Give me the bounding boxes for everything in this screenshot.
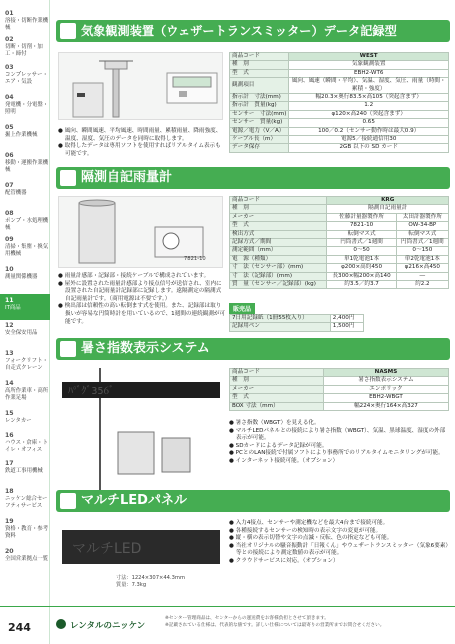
table-cell: 寸 法（記録部）(mm) — [230, 272, 327, 280]
bullet-text: PCとのLAN接続で付属ソフトにより事務所でのリアルタイムモニタリングが可能。 — [235, 450, 444, 457]
table-row — [230, 230, 449, 238]
table-cell: 商品コード — [230, 369, 324, 377]
page-footer — [0, 606, 455, 644]
bullet-text: インターネット接続可能。（オプション） — [235, 457, 339, 464]
sidebar-item-label: 測量関係機器 — [5, 274, 38, 280]
sidebar-item-01[interactable] — [0, 10, 50, 32]
table-cell: 100／0.2（センサー動作時は最大0.9） — [289, 127, 449, 135]
sidebar-item-label: レンタカー — [5, 418, 32, 424]
bullet-icon: ● — [229, 527, 236, 534]
bullet-text: 暑さ指数（WBGT）を見える化。 — [235, 420, 320, 426]
table-cell: 種 別 — [230, 61, 289, 69]
table-cell: 測定範囲（mm） — [230, 247, 327, 255]
bullet-text: 風向、瞬間風速、平均風速、時間雨量、累積雨量、降雨強度、温度、湿度、気圧のデータを同時に取得します。 — [64, 128, 222, 142]
table-cell: 風向、風速（瞬間・平均）、気温、湿度、気圧、雨量（時間・累積・強度） — [289, 78, 449, 94]
bullet-icon: ● — [58, 143, 65, 150]
bullet-item — [58, 128, 223, 143]
table-row — [230, 213, 449, 221]
table-cell: 7821-10 — [327, 222, 396, 230]
sidebar-item-number: 20 — [5, 548, 14, 555]
sidebar-item-number: 15 — [5, 410, 14, 417]
table-row — [230, 255, 449, 263]
table-cell: エンポリック — [323, 385, 448, 393]
bullet-icon: ● — [229, 557, 236, 564]
sidebar-item-label: ポンプ・水処理機械 — [5, 218, 49, 231]
bullet-icon: ● — [229, 520, 236, 526]
bullet-text: マルチLEDパネルとの接続により暑さ指数（WBGT）、気温、黒球温度、湿度の外部表示が可能。 — [235, 427, 446, 442]
table-cell: 2GB 以下の SD カード — [289, 144, 449, 152]
section-title: マルチLEDパネル — [81, 493, 187, 508]
sidebar-item-label: 配管機器 — [5, 190, 27, 196]
table-cell: 転倒マス式 — [396, 230, 448, 238]
table-cell: 記録方式／期間 — [230, 239, 327, 247]
sidebar-item-number: 19 — [5, 518, 14, 525]
table-cell: 型 式 — [230, 222, 327, 230]
table-row — [230, 127, 449, 135]
table-row — [230, 94, 449, 102]
bullet-icon: ● — [229, 450, 236, 457]
led-panel-bullets — [229, 520, 449, 566]
sidebar-item-number: 12 — [5, 322, 14, 329]
sales-label: 販売品 — [229, 303, 255, 314]
bullet-text: 入力4接点、センサーや測定機などを最大4台まで接続可能。 — [235, 520, 389, 526]
sidebar-item-08[interactable] — [0, 210, 50, 232]
sidebar-item-label: 資格・教育・参考資料 — [5, 526, 49, 539]
sidebar-item-number: 16 — [5, 432, 14, 439]
table-cell: 種 別 — [230, 205, 327, 213]
table-cell: BOX 寸法（mm） — [230, 402, 324, 410]
table-row — [230, 323, 364, 331]
table-cell: 隔測自記雨量計 — [327, 205, 449, 213]
table-cell: 型 式 — [230, 394, 324, 402]
sidebar-item-number: 03 — [5, 64, 14, 71]
table-cell: 1.2 — [289, 102, 449, 110]
bullet-icon: ● — [229, 420, 236, 426]
bullet-item — [58, 143, 223, 158]
table-row — [230, 205, 449, 213]
table-header-row — [230, 53, 449, 61]
bullet-item — [58, 303, 226, 326]
sidebar-item-17[interactable] — [0, 460, 50, 475]
page-number: 244 — [8, 621, 31, 634]
footer-notes — [165, 616, 384, 630]
bullet-item — [58, 281, 226, 304]
footer-note-1: ※センター管理商品は、センターからの運送費をお客様負担とさせて頂きます。 — [165, 616, 329, 621]
table-row — [230, 222, 449, 230]
led-panel-weight: 質量：7.3kg — [116, 582, 147, 588]
table-cell: 約3.5／約3.7 — [327, 281, 396, 289]
table-cell: 気象観測装置 — [289, 61, 449, 69]
bullet-item — [58, 273, 226, 281]
header-square-icon — [60, 341, 76, 357]
table-cell: OW-34-BP — [396, 222, 448, 230]
table-cell: 電源5／接続通信用30 — [289, 136, 449, 144]
sidebar-item-number: 17 — [5, 460, 14, 467]
sidebar-item-20[interactable] — [0, 548, 50, 563]
bullet-text: SDカードによるデータ記録が可能。 — [235, 442, 328, 449]
table-cell: 寸 法（センサー部）(mm) — [230, 264, 327, 272]
table-cell: 円筒書式／1週間 — [396, 239, 448, 247]
table-cell: 約2.2 — [396, 281, 448, 289]
table-cell: 幅224×奥行164×高327 — [323, 402, 448, 410]
bullet-text: 各種接続するセンサーの検知時の表示文字の変更が可能。 — [235, 527, 382, 534]
bullet-item — [229, 420, 449, 428]
table-cell: 観測項目 — [230, 78, 289, 94]
sidebar-item-label: 移動・運搬作業機械 — [5, 160, 49, 173]
bullet-item — [229, 450, 449, 458]
rain-gauge-bullets — [58, 273, 226, 326]
table-cell: 円筒書式／1週間 — [327, 239, 396, 247]
sidebar-item-number: 18 — [5, 488, 14, 495]
table-cell: φ216×高450 — [396, 264, 448, 272]
sidebar-item-number: 10 — [5, 266, 14, 273]
bullet-item — [229, 535, 449, 543]
sidebar-item-02[interactable] — [0, 36, 50, 58]
table-cell: 商品コード — [230, 53, 289, 61]
table-cell: 検出方式 — [230, 230, 327, 238]
sidebar-item-number: 08 — [5, 210, 14, 217]
table-row — [230, 402, 449, 410]
table-cell: 単2乾電池1本 — [396, 255, 448, 263]
sidebar-item-number: 04 — [5, 94, 14, 101]
table-row — [230, 264, 449, 272]
bullet-text: 雨量計感部・記録部・接続ケーブルで構成されています。 — [64, 273, 210, 279]
table-cell: 転倒マス式 — [327, 230, 396, 238]
sidebar-item-number: 06 — [5, 152, 14, 159]
table-cell: ― — [396, 272, 448, 280]
weather-station-image — [58, 52, 223, 120]
sidebar-item-label: フォークリフト・自走式クレーン — [5, 358, 48, 371]
table-row — [230, 144, 449, 152]
table-cell: メーカー — [230, 213, 327, 221]
table-cell: EBH2-WT6 — [289, 69, 449, 77]
sidebar-item-15[interactable] — [0, 410, 50, 425]
category-sidebar — [0, 0, 50, 644]
sidebar-item-number: 02 — [5, 36, 14, 43]
sidebar-item-07[interactable] — [0, 182, 50, 197]
bullet-item — [229, 543, 449, 558]
sidebar-item-03[interactable] — [0, 64, 50, 86]
bullet-icon: ● — [58, 303, 65, 310]
wbgt-bullets — [229, 420, 449, 466]
table-cell: EBH2-WBGT — [323, 394, 448, 402]
sidebar-item-19[interactable] — [0, 518, 50, 540]
header-square-icon — [60, 493, 76, 509]
table-cell: 暑さ指数表示システム — [323, 377, 448, 385]
table-cell: 種 別 — [230, 377, 324, 385]
section-header-rain-gauge — [56, 167, 450, 189]
sidebar-item-label: 安全保安用品 — [5, 330, 38, 336]
sidebar-item-number: 09 — [5, 236, 14, 243]
sidebar-item-label: 発電機・分電盤・照明 — [5, 102, 49, 115]
wbgt-system-image — [58, 368, 223, 498]
bullet-icon: ● — [58, 128, 65, 134]
sidebar-item-04[interactable] — [0, 94, 50, 116]
table-row — [230, 136, 449, 144]
bullet-text: 縦・横の表示切替や文字の点滅・反転、色の指定なども可能。 — [235, 535, 393, 542]
table-cell: NASMS — [323, 369, 448, 377]
table-row — [230, 281, 449, 289]
table-cell: 商品コード — [230, 197, 327, 205]
bullet-icon: ● — [229, 442, 236, 449]
table-row — [230, 69, 449, 77]
header-square-icon — [60, 23, 76, 39]
section-title: 暑さ指数表示システム — [81, 341, 210, 356]
table-cell: 太田計器製作所 — [396, 213, 448, 221]
sidebar-item-label: 清掃・集塵・換気用機械 — [5, 244, 49, 257]
sidebar-item-16[interactable] — [0, 432, 50, 454]
header-square-icon — [60, 170, 76, 186]
weather-bullets — [58, 128, 223, 158]
bullet-item — [229, 520, 449, 528]
table-cell: 0〜50 — [327, 247, 396, 255]
sidebar-item-05[interactable] — [0, 124, 50, 139]
bullet-icon: ● — [229, 542, 236, 549]
sidebar-item-10[interactable] — [0, 266, 50, 281]
wbgt-spec-table — [229, 368, 449, 411]
table-cell: KRG — [327, 197, 449, 205]
table-cell: 型 式 — [230, 69, 289, 77]
section-header-wbgt — [56, 338, 450, 360]
bullet-item — [229, 558, 449, 566]
table-row — [230, 377, 449, 385]
table-cell: 2,400円 — [330, 315, 363, 323]
table-row — [230, 247, 449, 255]
table-header-row — [230, 369, 449, 377]
sidebar-item-number: 07 — [5, 182, 14, 189]
table-row — [230, 315, 364, 323]
table-cell: データ保存 — [230, 144, 289, 152]
table-cell: 0〜150 — [396, 247, 448, 255]
table-row — [230, 102, 449, 110]
bullet-item — [229, 428, 449, 443]
table-cell: 0.65 — [289, 119, 449, 127]
sidebar-item-label: IT商品 — [5, 305, 21, 311]
table-row — [230, 239, 449, 247]
section-header-weather — [56, 20, 450, 42]
led-panel-text: マルチLED — [72, 541, 142, 557]
bullet-icon: ● — [229, 427, 236, 434]
table-cell: 単1乾電池1本 — [327, 255, 396, 263]
sidebar-item-18[interactable] — [0, 488, 50, 510]
bullet-icon: ● — [58, 273, 65, 279]
brand-name: レンタルのニッケン — [70, 621, 146, 631]
table-row — [230, 394, 449, 402]
table-cell: WEST — [289, 53, 449, 61]
rain-gauge-caption: 7821-10 — [184, 256, 206, 262]
bullet-icon: ● — [58, 280, 65, 287]
led-panel-caption — [116, 575, 185, 589]
table-cell: ケーブル長（m） — [230, 136, 289, 144]
table-cell: 長300×幅200×高140 — [327, 272, 396, 280]
sidebar-item-number: 05 — [5, 124, 14, 131]
table-row — [230, 61, 449, 69]
table-row — [230, 78, 449, 94]
led-panel-size: 寸法：1224×307×44.3mm — [116, 575, 186, 581]
table-row — [230, 272, 449, 280]
bullet-text: クラウドサービスに対応。（オプション） — [235, 557, 339, 564]
table-cell: φ120×高240（突起含まず） — [289, 110, 449, 118]
section-title: 隔測自記雨量計 — [81, 170, 173, 185]
table-row — [230, 119, 449, 127]
sidebar-item-label: 鉄道工事用機械 — [5, 468, 43, 474]
bullet-text: 検出部は信頼性の高い転倒ます式を使用。また、記録部は取り扱いが容易な円筒時計を用いているので、1週間の連続観測が可能です。 — [64, 303, 226, 325]
sidebar-item-11[interactable] — [0, 294, 50, 320]
table-cell: 指示計 寸法(mm) — [230, 94, 289, 102]
footer-note-2: ※記載されている仕様は、代表的な値です。詳しい仕様については最寄りの営業所までお問合せください。 — [165, 622, 385, 628]
bullet-item — [229, 458, 449, 466]
table-row — [230, 385, 449, 393]
table-cell: 1,500円 — [330, 323, 363, 331]
sidebar-item-09[interactable] — [0, 236, 50, 258]
sales-table — [229, 314, 364, 332]
sidebar-item-number: 11 — [5, 297, 14, 304]
nikken-logo-icon — [56, 619, 66, 629]
table-cell: 電 源（種類） — [230, 255, 327, 263]
led-display-text: ﾊ°ﾞｸﾞ356ﾞ — [68, 386, 115, 397]
sidebar-item-14[interactable] — [0, 380, 50, 402]
bullet-text: 当社オリジナルの騒音振動計「日報くん」やウェザートランスミッター（気象6要素）等との接続により測定数値の表示が可能。 — [235, 542, 449, 557]
table-cell: センサー 寸法(mm) — [230, 110, 289, 118]
table-cell: 電源／電力（V／A） — [230, 127, 289, 135]
table-cell: 指示計 質量(kg) — [230, 102, 289, 110]
sidebar-item-12[interactable] — [0, 322, 50, 337]
sidebar-item-number: 01 — [5, 10, 14, 17]
sidebar-item-label: ハウス・倉庫・トイレ・オフィス — [5, 440, 48, 453]
bullet-text: 屋外に設置された雨量計感部より接点信号が送信され、室内に設置された自記雨量計記録部に記録します。遠隔測定の隔測式自記雨量計です。（商用電源は不要です。） — [64, 280, 222, 302]
sidebar-item-label: 高所作業車・高所作業足場 — [5, 388, 49, 401]
sidebar-item-label: 掘上作業機械 — [5, 132, 38, 138]
sidebar-item-label: 溶接・切断作業機械 — [5, 18, 49, 31]
weather-spec-table — [229, 52, 449, 153]
sidebar-item-06[interactable] — [0, 152, 50, 174]
table-row — [230, 110, 449, 118]
sidebar-item-label: ニッケン総合セーフティサービス — [5, 496, 48, 509]
table-cell: メーカー — [230, 385, 324, 393]
bullet-text: 取得したデータは専用ソフトを使用すればリアルタイム表示も可能です。 — [64, 143, 221, 157]
sidebar-item-label: 全国営業拠点一覧 — [5, 556, 49, 562]
table-cell: φ200×高約450 — [327, 264, 396, 272]
table-cell: 記録用ペン — [230, 323, 331, 331]
section-header-led-panel — [56, 490, 450, 512]
sidebar-item-13[interactable] — [0, 350, 50, 372]
table-cell: 質 量（センサー／記録部）(kg) — [230, 281, 327, 289]
table-cell: 佐藤計量器製作所 — [327, 213, 396, 221]
sidebar-item-number: 13 — [5, 350, 14, 357]
sidebar-item-label: 切断・切削・加工・締付 — [5, 44, 43, 57]
table-cell: 幅20.3×奥行83.5×高105（突起含まず） — [289, 94, 449, 102]
sidebar-item-label: コンプレッサー・エア・気設 — [5, 72, 48, 85]
table-cell: センサー 質量(kg) — [230, 119, 289, 127]
section-title: 気象観測装置（ウェザートランスミッター）データ記録型 — [81, 24, 397, 38]
table-cell: 7日用記録紙（1冊55枚入り） — [230, 315, 331, 323]
rain-gauge-spec-table — [229, 196, 449, 289]
sidebar-item-number: 14 — [5, 380, 14, 387]
bullet-icon: ● — [229, 457, 236, 464]
bullet-icon: ● — [229, 535, 236, 542]
table-header-row — [230, 197, 449, 205]
